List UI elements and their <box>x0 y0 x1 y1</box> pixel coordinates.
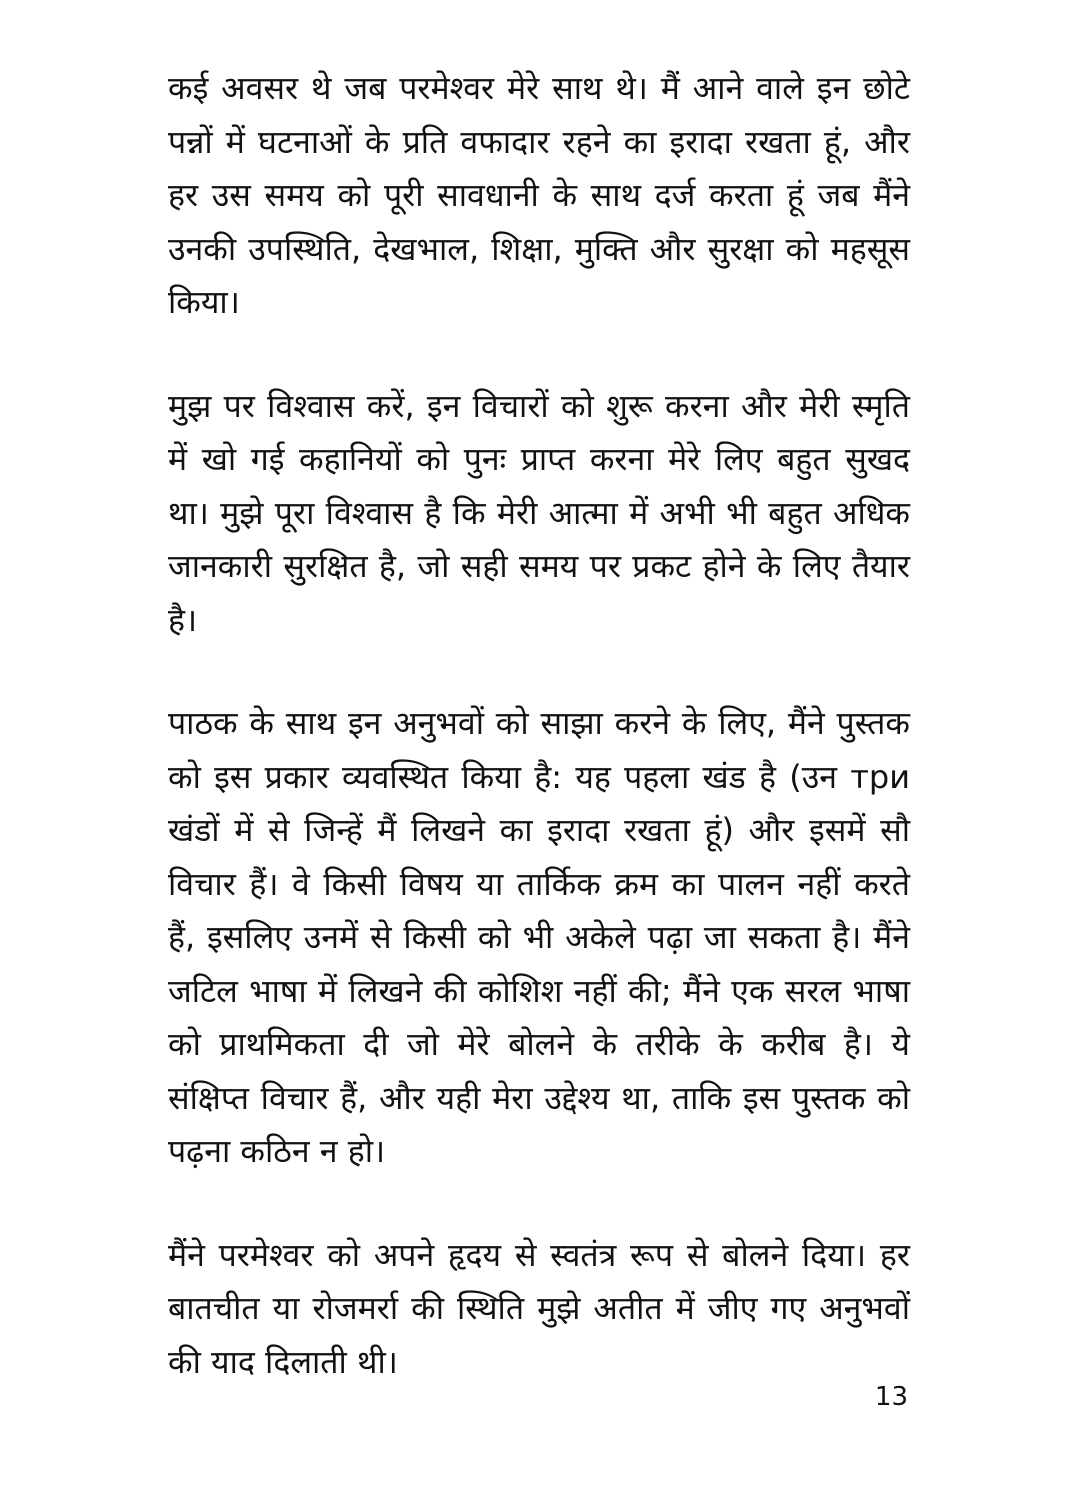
paragraph-2: मुझ पर विश्वास करें, इन विचारों को शुरू करना और मेरी स्मृति में खो गई कहानियों को पुनः प्राप्त करना मेरे लिए बहुत सुखद था। मुझे पूरा विश्वास है कि मेरी आत्मा में अभी भी बहुत अधिक जानकारी सुरक्षित है, जो सही समय पर प्रकट होने के लिए तैयार है। <box>168 386 910 639</box>
paragraph-4: मैंने परमेश्वर को अपने हृदय से स्वतंत्र रूप से बोलने दिया। हर बातचीत या रोजमर्रा की स्थिति मुझे अतीत में जीए गए अनुभवों की याद दिलाती थी। <box>168 1235 910 1381</box>
paragraph-3: पाठक के साथ इन अनुभवों को साझा करने के लिए, मैंने पुस्तक को इस प्रकार व्यवस्थित किया है: यह पहला खंड है (उन три खंडों में से जिन्हें मैं लिखने का इरादा रखता हूं) और इसमें सौ विचार हैं। वे किसी विषय या तार्किक क्रम का पालन नहीं करते हैं, इसलिए उनमें से किसी को भी अकेले पढ़ा जा सकता है। मैंने जटिल भाषा में लिखने की कोशिश नहीं की; मैंने एक सरल भाषा को प्राथमिकता दी जो मेरे बोलने के तरीके के करीब है। ये संक्षिप्त विचार हैं, और यही मेरा उद्देश्य था, ताकि इस पुस्तक को पढ़ना कठिन न हो। <box>168 704 910 1170</box>
page-number: 13 <box>874 1382 908 1412</box>
paragraph-1: कई अवसर थे जब परमेश्वर मेरे साथ थे। मैं आने वाले इन छोटे पन्नों में घटनाओं के प्रति वफादार रहने का इरादा रखता हूं, और हर उस समय को पूरी सावधानी के साथ दर्ज करता हूं जब मैंने उनकी उपस्थिति, देखभाल, शिक्षा, मुक्ति और सुरक्षा को महसूस किया। <box>168 69 910 321</box>
page-body <box>168 62 910 1389</box>
